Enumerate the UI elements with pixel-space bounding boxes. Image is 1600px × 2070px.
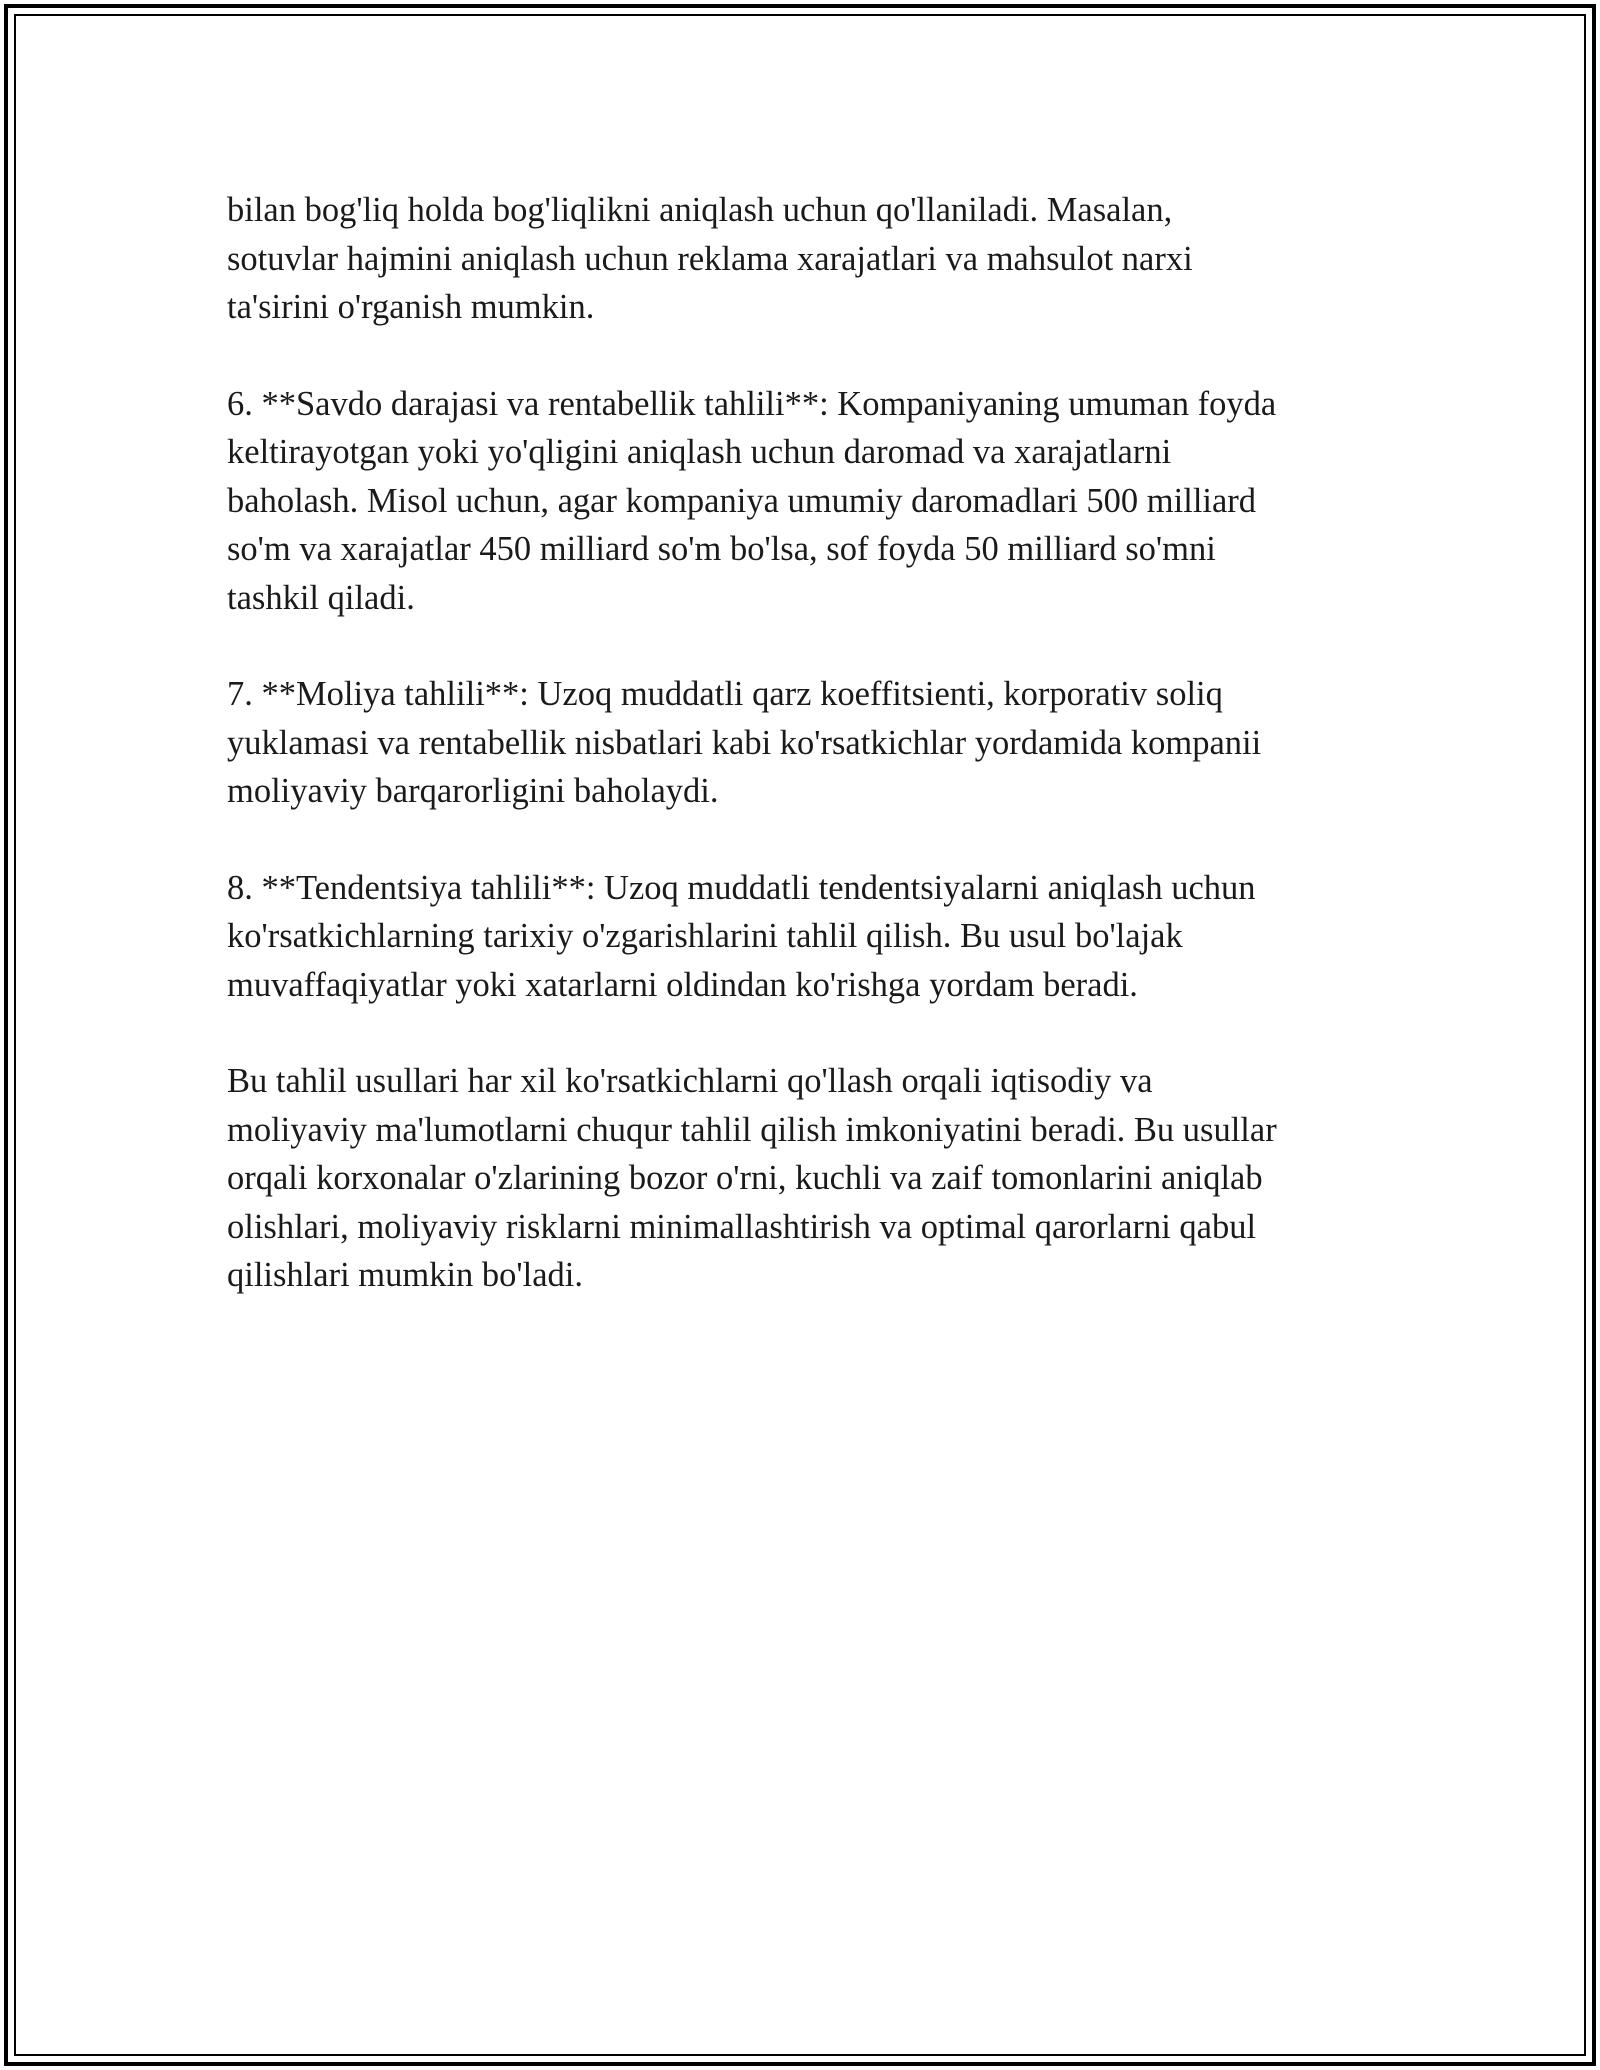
paragraph-item-8: 8. **Tendentsiya tahlili**: Uzoq muddatli tendentsiyalarni aniqlash uchun ko'rsatkichlarning tarixiy o'zgarishlarini tahlil qilish. Bu usul bo'lajak muvaffaqiyatlar yoki xatarlarni oldindan ko'rishga yordam beradi. [227,868,1256,1004]
paragraph-continuation: bilan bog'liq holda bog'liqlikni aniqlash uchun qo'llaniladi. Masalan, sotuvlar hajmini aniqlash uchun reklama xarajatlari va mahsulot narxi ta'sirini o'rganish mumkin. [227,191,1193,326]
paragraph-conclusion: Bu tahlil usullari har xil ko'rsatkichlarni qo'llash orqali iqtisodiy va moliyaviy ma'lumotlarni chuqur tahlil qilish imkoniyatini beradi. Bu usullar orqali korxonalar o'zlarining bozor o'rni, kuchli va zaif tomonlarini aniqlab olishlari, moliyaviy risklarni minimallashtirish va optimal qarorlarni qabul qilishlari mumkin bo'ladi. [227,1062,1277,1294]
paragraph-item-6: 6. **Savdo darajasi va rentabellik tahlili**: Kompaniyaning umuman foyda keltirayotgan yoki yo'qligini aniqlash uchun daromad va xarajatlarni baholash. Misol uchun, agar kompaniya umumiy daromadlari 500 milliard so'm va xarajatlar 450 milliard so'm bo'lsa, sof foyda 50 milliard so'mni tashkil qiladi. [227,384,1277,617]
paragraph-item-7: 7. **Moliya tahlili**: Uzoq muddatli qarz koeffitsienti, korporativ soliq yuklamasi va rentabellik nisbatlari kabi ko'rsatkichlar yordamida kompanii moliyaviy barqarorligini baholaydi. [227,675,1262,810]
document-body [227,186,1377,1348]
